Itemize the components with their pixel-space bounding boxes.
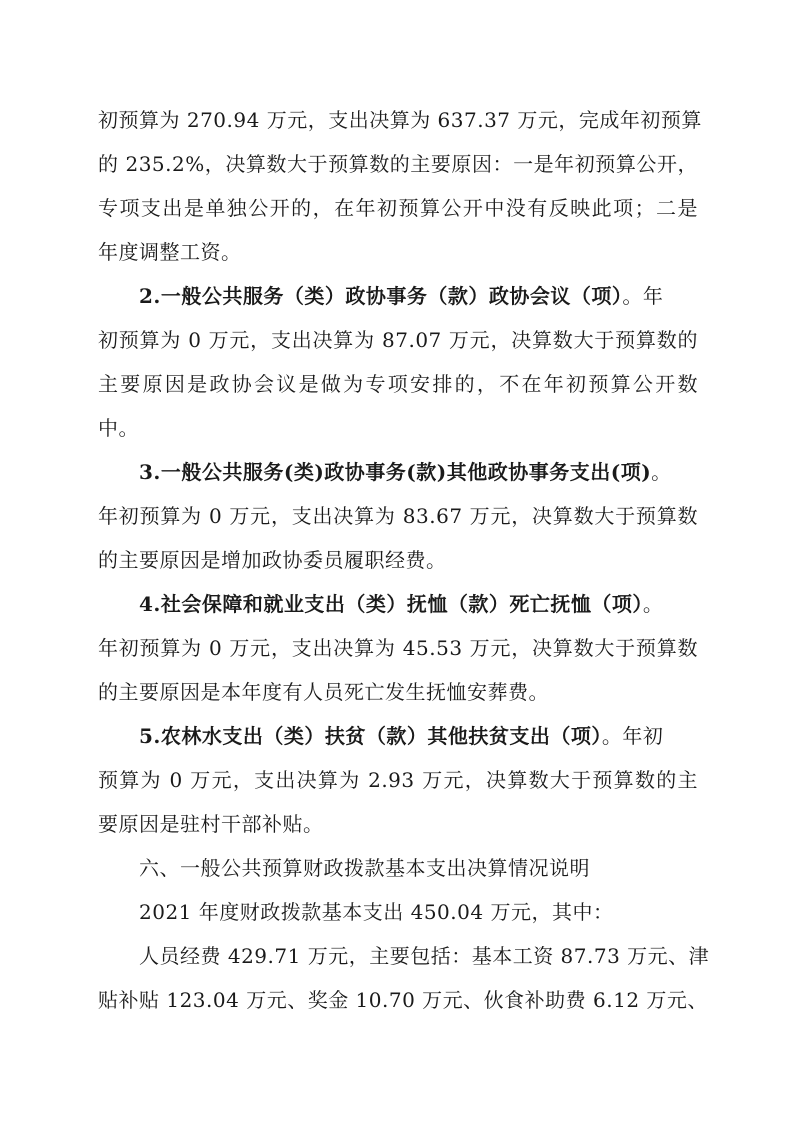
section-heading: 4.社会保障和就业支出（类）抚恤（款）死亡抚恤（项）	[139, 592, 643, 616]
heading-tail: 。	[642, 592, 664, 616]
section-heading: 3.一般公共服务(类)政协事务(款)其他政协事务支出(项)	[139, 460, 652, 484]
text-line: 年初预算为 0 万元，支出决算为 83.67 万元，决算数大于预算数	[98, 504, 698, 528]
section-heading-line	[139, 284, 698, 308]
section-heading: 2.一般公共服务（类）政协事务（款）政协会议（项）	[139, 284, 623, 308]
text-line: 年初预算为 0 万元，支出决算为 45.53 万元，决算数大于预算数	[98, 636, 698, 660]
text-line: 的 235.2%，决算数大于预算数的主要原因：一是年初预算公开，	[98, 152, 698, 176]
section-heading-line	[139, 724, 698, 748]
text-line: 中。	[98, 416, 139, 440]
text-line: 主要原因是政协会议是做为专项安排的，不在年初预算公开数	[98, 372, 698, 396]
text-line: 人员经费 429.71 万元，主要包括：基本工资 87.73 万元、津	[139, 944, 710, 968]
text-line: 初预算为 0 万元，支出决算为 87.07 万元，决算数大于预算数的	[98, 328, 698, 352]
text-line: 专项支出是单独公开的，在年初预算公开中没有反映此项；二是	[98, 196, 698, 220]
section-heading-line	[139, 460, 698, 484]
heading-tail: 。年初	[601, 724, 664, 748]
text-line: 的主要原因是增加政协委员履职经费。	[98, 548, 447, 572]
section-heading: 5.农林水支出（类）扶贫（款）其他扶贫支出（项）	[139, 724, 602, 748]
text-line: 预算为 0 万元，支出决算为 2.93 万元，决算数大于预算数的主	[98, 768, 698, 792]
text-line: 年度调整工资。	[98, 240, 242, 264]
text-line: 贴补贴 123.04 万元、奖金 10.70 万元、伙食补助费 6.12 万元、	[98, 988, 708, 1012]
heading-tail: 。年	[622, 284, 664, 308]
heading-tail: 。	[651, 460, 672, 484]
section-six-heading: 六、一般公共预算财政拨款基本支出决算情况说明	[139, 856, 590, 880]
text-line: 初预算为 270.94 万元，支出决算为 637.37 万元，完成年初预算	[98, 108, 702, 132]
text-line: 2021 年度财政拨款基本支出 450.04 万元，其中：	[139, 900, 614, 924]
text-line: 要原因是驻村干部补贴。	[98, 812, 324, 836]
section-heading-line	[139, 592, 698, 616]
text-line: 的主要原因是本年度有人员死亡发生抚恤安葬费。	[98, 680, 549, 704]
